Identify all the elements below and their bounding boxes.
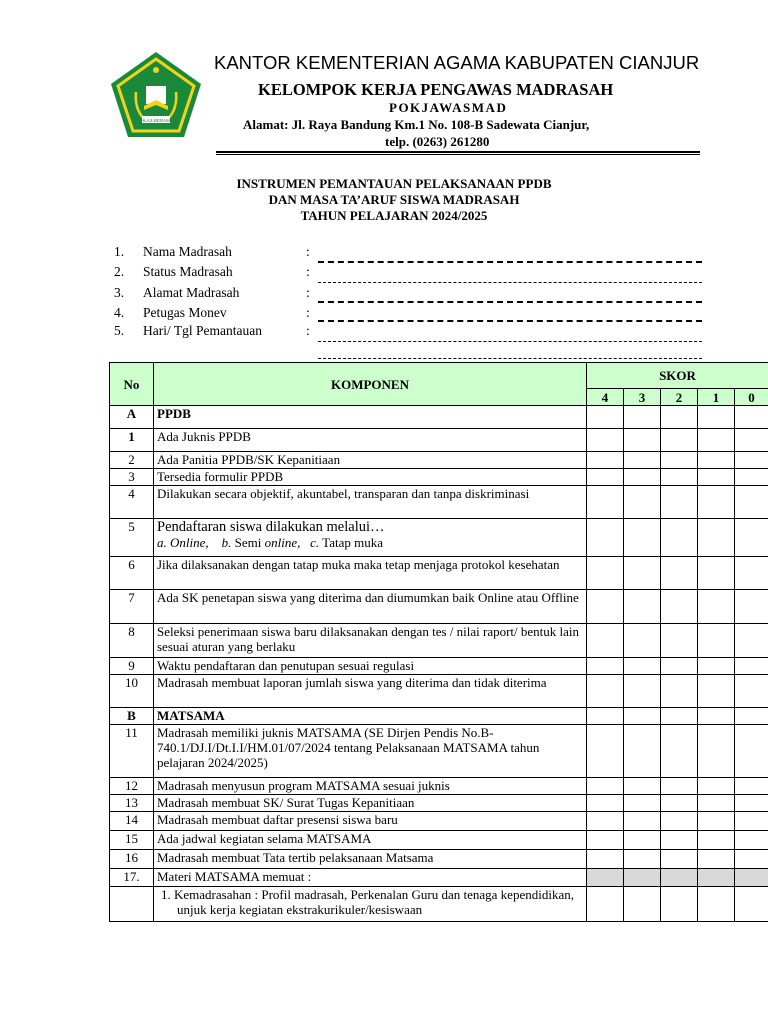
score-cell[interactable]	[624, 469, 661, 486]
score-cell[interactable]	[587, 887, 624, 922]
row-text: Pendaftaran siswa dilakukan melalui…	[157, 519, 385, 535]
row-text-5	[154, 519, 587, 557]
table-row	[110, 429, 768, 452]
row-no: 9	[110, 658, 154, 675]
score-cell[interactable]	[624, 486, 661, 519]
score-cell[interactable]	[698, 725, 735, 778]
score-header-4: 4	[587, 389, 624, 406]
field-fill-line[interactable]	[318, 261, 702, 263]
table-row	[110, 831, 768, 850]
header-skor: SKOR	[587, 363, 768, 389]
row-no: 7	[110, 590, 154, 624]
score-cell[interactable]	[587, 452, 624, 469]
score-cell[interactable]	[661, 831, 698, 850]
row-no: 16	[110, 850, 154, 869]
row-no: A	[110, 406, 154, 429]
score-cell[interactable]	[587, 590, 624, 624]
score-cell[interactable]	[735, 887, 768, 922]
field-label-status: Status Madrasah	[143, 264, 233, 279]
row-no: 5	[110, 519, 154, 557]
field-number: 4.	[114, 305, 125, 320]
score-cell[interactable]	[661, 850, 698, 869]
row-no: 1	[110, 429, 154, 452]
score-cell[interactable]	[624, 658, 661, 675]
score-cell[interactable]	[624, 708, 661, 725]
table-row	[110, 869, 768, 887]
score-cell[interactable]	[624, 850, 661, 869]
letterhead-rule-thin	[216, 154, 700, 155]
row-text: Waktu pendaftaran dan penutupan sesuai regulasi	[154, 658, 587, 675]
header-komponen: KOMPONEN	[154, 363, 587, 406]
score-cell[interactable]	[624, 519, 661, 557]
score-cell[interactable]	[624, 778, 661, 795]
table-row	[110, 658, 768, 675]
score-cell[interactable]	[661, 429, 698, 452]
field-label-nama: Nama Madrasah	[143, 244, 232, 259]
score-cell[interactable]	[661, 675, 698, 708]
score-cell[interactable]	[661, 486, 698, 519]
field-colon: :	[306, 323, 310, 338]
table-row	[110, 590, 768, 624]
option-b: b. Semi online,	[221, 535, 301, 550]
score-cell[interactable]	[587, 812, 624, 831]
score-cell[interactable]	[698, 557, 735, 590]
score-cell[interactable]	[698, 469, 735, 486]
score-cell[interactable]	[587, 557, 624, 590]
row-text: Tersedia formulir PPDB	[154, 469, 587, 486]
score-cell[interactable]	[735, 624, 768, 658]
score-cell[interactable]	[698, 658, 735, 675]
score-cell[interactable]	[698, 519, 735, 557]
kemenag-logo	[108, 50, 204, 140]
score-cell[interactable]	[624, 887, 661, 922]
score-cell[interactable]	[624, 557, 661, 590]
score-cell[interactable]	[587, 795, 624, 812]
header-no: No	[110, 363, 154, 406]
row-text: Madrasah membuat daftar presensi siswa baru	[154, 812, 587, 831]
score-cell[interactable]	[661, 590, 698, 624]
row-no: 13	[110, 795, 154, 812]
score-cell[interactable]	[661, 519, 698, 557]
score-cell[interactable]	[735, 658, 768, 675]
row-no: B	[110, 708, 154, 725]
group-abbreviation: POKJAWASMAD	[389, 100, 508, 115]
score-cell[interactable]	[587, 469, 624, 486]
field-fill-line[interactable]	[318, 320, 702, 322]
row-no: 15	[110, 831, 154, 850]
score-cell-disabled	[698, 869, 735, 887]
score-header-3: 3	[624, 389, 661, 406]
row-text: Madrasah memiliki juknis MATSAMA (SE Dirjen Pendis No.B-740.1/DJ.I/Dt.I.I/HM.01/07/2024 tentang Pelaksanaan MATSAMA tahun pelajaran 2024/2025)	[154, 725, 587, 778]
row-text-sub	[154, 887, 587, 922]
field-number: 5.	[114, 323, 125, 338]
table-row	[110, 675, 768, 708]
row-text: 1. Kemadrasahan : Profil madrasah, Perkenalan Guru dan tenaga kependidikan, unjuk kerja kegiatan ekstrakurikuler/kesiswaan	[161, 887, 574, 917]
row-text: Madrasah menyusun program MATSAMA sesuai juknis	[154, 778, 587, 795]
score-cell[interactable]	[587, 831, 624, 850]
row-text: Materi MATSAMA memuat :	[154, 869, 587, 887]
row-text: Dilakukan secara objektif, akuntabel, transparan dan tanpa diskriminasi	[154, 486, 587, 519]
row-no: 12	[110, 778, 154, 795]
row-text: MATSAMA	[154, 708, 587, 725]
score-cell[interactable]	[735, 850, 768, 869]
score-cell[interactable]	[587, 778, 624, 795]
table-row	[110, 624, 768, 658]
score-cell[interactable]	[698, 590, 735, 624]
score-header-0: 0	[735, 389, 768, 406]
score-cell[interactable]	[698, 831, 735, 850]
score-cell[interactable]	[587, 429, 624, 452]
field-fill-line[interactable]	[318, 358, 702, 359]
table-row	[110, 469, 768, 486]
field-label-alamat: Alamat Madrasah	[143, 285, 240, 300]
score-cell[interactable]	[735, 429, 768, 452]
score-cell[interactable]	[698, 406, 735, 429]
score-cell-disabled	[587, 869, 624, 887]
field-number: 1.	[114, 244, 125, 259]
option-c: c. Tatap muka	[310, 535, 383, 550]
score-cell[interactable]	[661, 624, 698, 658]
score-cell[interactable]	[735, 519, 768, 557]
score-cell[interactable]	[587, 675, 624, 708]
table-row	[110, 850, 768, 869]
score-cell[interactable]	[587, 708, 624, 725]
row-text: Madrasah membuat laporan jumlah siswa yang diterima dan tidak diterima	[154, 675, 587, 708]
score-cell[interactable]	[698, 850, 735, 869]
table-row	[110, 725, 768, 778]
row-no: 14	[110, 812, 154, 831]
score-cell[interactable]	[624, 624, 661, 658]
score-header-1: 1	[698, 389, 735, 406]
score-cell[interactable]	[698, 452, 735, 469]
row-no: 8	[110, 624, 154, 658]
score-cell[interactable]	[661, 469, 698, 486]
field-number: 2.	[114, 264, 125, 279]
table-row	[110, 452, 768, 469]
row-no: 2	[110, 452, 154, 469]
section-row-ppdb	[110, 406, 768, 429]
row-no	[110, 887, 154, 922]
score-cell[interactable]	[587, 850, 624, 869]
field-colon: :	[306, 285, 310, 300]
score-cell[interactable]	[624, 831, 661, 850]
score-cell[interactable]	[587, 406, 624, 429]
score-cell[interactable]	[698, 778, 735, 795]
row-text: Ada Juknis PPDB	[154, 429, 587, 452]
score-cell[interactable]	[587, 519, 624, 557]
score-cell[interactable]	[735, 708, 768, 725]
score-cell[interactable]	[661, 452, 698, 469]
field-label-tanggal: Hari/ Tgl Pemantauan	[143, 323, 262, 338]
row-text: Ada SK penetapan siswa yang diterima dan diumumkan baik Online atau Offline	[154, 590, 587, 624]
row-text: Madrasah membuat SK/ Surat Tugas Kepanitiaan	[154, 795, 587, 812]
row-text: Ada jadwal kegiatan selama MATSAMA	[154, 831, 587, 850]
row-no: 10	[110, 675, 154, 708]
score-cell[interactable]	[661, 658, 698, 675]
score-cell[interactable]	[698, 795, 735, 812]
row-no: 4	[110, 486, 154, 519]
score-cell[interactable]	[735, 795, 768, 812]
row-text: Seleksi penerimaan siswa baru dilaksanakan dengan tes / nilai raport/ bentuk lain sesuai aturan yang berlaku	[154, 624, 587, 658]
table-row	[110, 795, 768, 812]
score-cell[interactable]	[587, 624, 624, 658]
score-cell[interactable]	[624, 590, 661, 624]
score-cell[interactable]	[661, 778, 698, 795]
row-text: Ada Panitia PPDB/SK Kepanitiaan	[154, 452, 587, 469]
score-cell[interactable]	[661, 812, 698, 831]
score-cell[interactable]	[735, 406, 768, 429]
document-title-line1: INSTRUMEN PEMANTAUAN PELAKSANAAN PPDB	[236, 176, 552, 191]
score-cell[interactable]	[587, 658, 624, 675]
score-cell-disabled	[624, 869, 661, 887]
score-cell[interactable]	[587, 725, 624, 778]
svg-text:IKHLAS BERAMAL: IKHLAS BERAMAL	[136, 118, 176, 123]
row-text: PPDB	[154, 406, 587, 429]
score-cell[interactable]	[624, 406, 661, 429]
field-colon: :	[306, 264, 310, 279]
group-name: KELOMPOK KERJA PENGAWAS MADRASAH	[258, 80, 614, 99]
score-cell[interactable]	[624, 429, 661, 452]
score-cell[interactable]	[698, 675, 735, 708]
document-title-line2: DAN MASA TA’ARUF SISWA MADRASAH	[268, 192, 520, 207]
row-no: 17.	[110, 869, 154, 887]
document-title-line3: TAHUN PELAJARAN 2024/2025	[300, 208, 488, 223]
score-cell[interactable]	[698, 429, 735, 452]
score-cell[interactable]	[735, 725, 768, 778]
field-number: 3.	[114, 285, 125, 300]
score-cell[interactable]	[661, 725, 698, 778]
field-fill-line[interactable]	[318, 301, 702, 303]
score-cell[interactable]	[661, 406, 698, 429]
office-address: Alamat: Jl. Raya Bandung Km.1 No. 108-B Sadewata Cianjur,	[243, 117, 590, 132]
row-no: 11	[110, 725, 154, 778]
table-row	[110, 486, 768, 519]
field-label-petugas: Petugas Monev	[143, 305, 227, 320]
table-row	[110, 812, 768, 831]
score-cell[interactable]	[661, 557, 698, 590]
table-row	[110, 887, 768, 922]
monitoring-table	[109, 362, 768, 922]
table-row	[110, 557, 768, 590]
field-fill-line[interactable]	[318, 282, 702, 283]
score-header-2: 2	[661, 389, 698, 406]
score-cell[interactable]	[624, 725, 661, 778]
table-row	[110, 778, 768, 795]
score-cell[interactable]	[661, 708, 698, 725]
score-cell[interactable]	[735, 675, 768, 708]
score-cell[interactable]	[624, 452, 661, 469]
score-cell[interactable]	[698, 486, 735, 519]
score-cell[interactable]	[624, 812, 661, 831]
option-a: a. Online,	[157, 535, 209, 550]
score-cell[interactable]	[735, 590, 768, 624]
score-cell[interactable]	[735, 469, 768, 486]
score-cell[interactable]	[698, 812, 735, 831]
score-cell[interactable]	[735, 452, 768, 469]
row-no: 3	[110, 469, 154, 486]
letterhead-rule	[216, 151, 700, 153]
score-cell[interactable]	[698, 624, 735, 658]
score-cell[interactable]	[698, 708, 735, 725]
score-cell-disabled	[735, 869, 768, 887]
score-cell[interactable]	[735, 486, 768, 519]
score-cell[interactable]	[698, 887, 735, 922]
field-colon: :	[306, 305, 310, 320]
office-name: KANTOR KEMENTERIAN AGAMA KABUPATEN CIANJUR	[214, 52, 700, 73]
table-row	[110, 519, 768, 557]
score-cell[interactable]	[624, 795, 661, 812]
row-no: 6	[110, 557, 154, 590]
office-phone: telp. (0263) 261280	[385, 134, 490, 149]
score-cell[interactable]	[735, 831, 768, 850]
section-row-matsama	[110, 708, 768, 725]
score-cell[interactable]	[735, 812, 768, 831]
row-text: Madrasah membuat Tata tertib pelaksanaan Matsama	[154, 850, 587, 869]
score-cell[interactable]	[735, 778, 768, 795]
row-text: Jika dilaksanakan dengan tatap muka maka tetap menjaga protokol kesehatan	[154, 557, 587, 590]
score-cell[interactable]	[735, 557, 768, 590]
score-cell-disabled	[661, 869, 698, 887]
field-fill-line[interactable]	[318, 341, 702, 342]
score-cell[interactable]	[624, 675, 661, 708]
score-cell[interactable]	[661, 887, 698, 922]
field-colon: :	[306, 244, 310, 259]
score-cell[interactable]	[587, 486, 624, 519]
score-cell[interactable]	[661, 795, 698, 812]
